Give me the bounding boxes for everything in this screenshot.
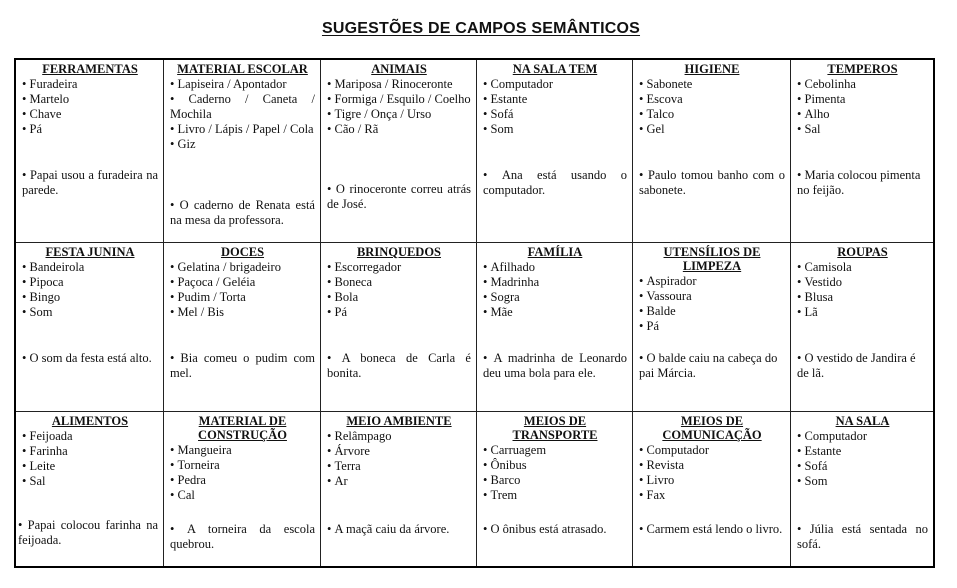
example-sentence: • Ana está usando o computador. xyxy=(483,168,627,198)
cell-heading: BRINQUEDOS xyxy=(356,245,442,259)
example-sentence: • A madrinha de Leonardo deu uma bola para ele. xyxy=(483,351,627,381)
cell-heading: ANIMAIS xyxy=(371,62,427,76)
table-cell xyxy=(791,243,933,412)
cell-heading: ALIMENTOS xyxy=(51,414,129,428)
list-item: • Sal xyxy=(797,122,928,137)
list-item: • Formiga / Esquilo / Coelho xyxy=(327,92,471,107)
word-list xyxy=(327,429,471,489)
list-item: • Computador xyxy=(639,443,785,458)
example-sentence: • Carmem está lendo o livro. xyxy=(639,522,785,537)
list-item: • Paçoca / Geléia xyxy=(170,275,315,290)
word-list xyxy=(327,77,471,137)
example-sentence: • O vestido de Jandira é de lã. xyxy=(797,351,928,381)
word-list xyxy=(170,443,315,503)
list-item: • Farinha xyxy=(22,444,158,459)
list-item: • Martelo xyxy=(22,92,158,107)
word-list xyxy=(483,260,627,320)
example-sentence: • O caderno de Renata está na mesa da professora. xyxy=(170,198,315,228)
word-list xyxy=(483,443,627,503)
cell-heading: FAMÍLIA xyxy=(527,245,583,259)
list-item: • Pedra xyxy=(170,473,315,488)
semantic-fields-table xyxy=(14,58,935,568)
list-item: • Vestido xyxy=(797,275,928,290)
list-item: • Afilhado xyxy=(483,260,627,275)
table-cell xyxy=(633,412,791,566)
example-sentence: • Maria colocou pimenta no feijão. xyxy=(797,168,928,198)
cell-heading: MEIOS DE TRANSPORTE xyxy=(512,414,598,442)
example-sentence: • Bia comeu o pudim com mel. xyxy=(170,351,315,381)
table-cell xyxy=(477,60,633,243)
list-item: • Balde xyxy=(639,304,785,319)
list-item: • Cebolinha xyxy=(797,77,928,92)
list-item: • Mãe xyxy=(483,305,627,320)
list-item: • Mel / Bis xyxy=(170,305,315,320)
table-cell xyxy=(791,412,933,566)
cell-heading: NA SALA xyxy=(835,414,890,428)
list-item: • Sofá xyxy=(483,107,627,122)
example-sentence: • Júlia está sentada no sofá. xyxy=(797,522,928,552)
list-item: • Sal xyxy=(22,474,158,489)
table-cell xyxy=(16,243,164,412)
list-item: • Vassoura xyxy=(639,289,785,304)
table-cell xyxy=(16,412,164,566)
word-list xyxy=(639,274,785,334)
cell-heading: HIGIENE xyxy=(684,62,740,76)
list-item: • Pá xyxy=(639,319,785,334)
cell-heading: MATERIAL ESCOLAR xyxy=(177,62,308,76)
list-item: • Lã xyxy=(797,305,928,320)
list-item: • Cal xyxy=(170,488,315,503)
example-sentence: • Papai usou a furadeira na parede. xyxy=(22,168,158,198)
cell-heading: MEIOS DE COMUNICAÇÃO xyxy=(662,414,762,442)
list-item: • Estante xyxy=(797,444,928,459)
table-cell xyxy=(321,60,477,243)
list-item: • Sofá xyxy=(797,459,928,474)
word-list xyxy=(797,429,928,489)
word-list xyxy=(22,77,158,137)
list-item: • Sogra xyxy=(483,290,627,305)
list-item: • Aspirador xyxy=(639,274,785,289)
table-cell xyxy=(477,412,633,566)
example-sentence: • Paulo tomou banho com o sabonete. xyxy=(639,168,785,198)
word-list xyxy=(22,260,158,320)
list-item: • Ar xyxy=(327,474,471,489)
list-item: • Pimenta xyxy=(797,92,928,107)
table-cell xyxy=(633,243,791,412)
list-item: • Barco xyxy=(483,473,627,488)
cell-heading: UTENSÍLIOS DE LIMPEZA xyxy=(663,245,761,273)
list-item: • Bandeirola xyxy=(22,260,158,275)
table-cell xyxy=(164,60,321,243)
list-item: • Torneira xyxy=(170,458,315,473)
list-item: • Mangueira xyxy=(170,443,315,458)
list-item: • Giz xyxy=(170,137,315,152)
list-item: • Pipoca xyxy=(22,275,158,290)
list-item: • Camisola xyxy=(797,260,928,275)
word-list xyxy=(327,260,471,320)
word-list xyxy=(170,77,315,152)
example-sentence: • O ônibus está atrasado. xyxy=(483,522,627,537)
list-item: • Madrinha xyxy=(483,275,627,290)
list-item: • Pá xyxy=(22,122,158,137)
example-sentence: • Papai colocou farinha na feijoada. xyxy=(18,518,158,548)
list-item: • Tigre / Onça / Urso xyxy=(327,107,471,122)
word-list xyxy=(483,77,627,137)
table-cell xyxy=(477,243,633,412)
table-cell xyxy=(164,243,321,412)
list-item: • Terra xyxy=(327,459,471,474)
list-item: • Livro xyxy=(639,473,785,488)
list-item: • Árvore xyxy=(327,444,471,459)
page-title: SUGESTÕES DE CAMPOS SEMÂNTICOS xyxy=(321,20,641,37)
list-item: • Computador xyxy=(797,429,928,444)
list-item: • Blusa xyxy=(797,290,928,305)
example-sentence: • A torneira da escola quebrou. xyxy=(170,522,315,552)
table-cell xyxy=(791,60,933,243)
example-sentence: • O som da festa está alto. xyxy=(22,351,158,366)
list-item: • Lapiseira / Apontador xyxy=(170,77,315,92)
word-list xyxy=(639,443,785,503)
table-cell xyxy=(164,412,321,566)
word-list xyxy=(22,429,158,489)
list-item: • Gelatina / brigadeiro xyxy=(170,260,315,275)
table-cell xyxy=(321,412,477,566)
list-item: • Talco xyxy=(639,107,785,122)
list-item: • Som xyxy=(22,305,158,320)
list-item: • Pá xyxy=(327,305,471,320)
cell-heading: NA SALA TEM xyxy=(512,62,598,76)
cell-heading: FESTA JUNINA xyxy=(45,245,135,259)
cell-heading: TEMPEROS xyxy=(827,62,898,76)
word-list xyxy=(170,260,315,320)
example-sentence: • A maçã caiu da árvore. xyxy=(327,522,471,537)
list-item: • Escorregador xyxy=(327,260,471,275)
list-item: • Carruagem xyxy=(483,443,627,458)
table-cell xyxy=(16,60,164,243)
example-sentence: • O balde caiu na cabeça do pai Márcia. xyxy=(639,351,785,381)
list-item: • Mariposa / Rinoceronte xyxy=(327,77,471,92)
cell-heading: ROUPAS xyxy=(837,245,888,259)
table-cell xyxy=(321,243,477,412)
cell-heading: FERRAMENTAS xyxy=(42,62,138,76)
cell-heading: MATERIAL DE CONSTRUÇÃO xyxy=(198,414,287,442)
cell-heading: DOCES xyxy=(220,245,265,259)
list-item: • Relâmpago xyxy=(327,429,471,444)
list-item: • Leite xyxy=(22,459,158,474)
list-item: • Caderno / Caneta / Mochila xyxy=(170,92,315,122)
list-item: • Feijoada xyxy=(22,429,158,444)
list-item: • Bingo xyxy=(22,290,158,305)
table-cell xyxy=(633,60,791,243)
list-item: • Cão / Rã xyxy=(327,122,471,137)
word-list xyxy=(797,77,928,137)
list-item: • Revista xyxy=(639,458,785,473)
word-list xyxy=(639,77,785,137)
list-item: • Som xyxy=(797,474,928,489)
list-item: • Som xyxy=(483,122,627,137)
list-item: • Boneca xyxy=(327,275,471,290)
example-sentence: • O rinoceronte correu atrás de José. xyxy=(327,182,471,212)
list-item: • Bola xyxy=(327,290,471,305)
list-item: • Alho xyxy=(797,107,928,122)
list-item: • Escova xyxy=(639,92,785,107)
list-item: • Trem xyxy=(483,488,627,503)
example-sentence: • A boneca de Carla é bonita. xyxy=(327,351,471,381)
list-item: • Fax xyxy=(639,488,785,503)
word-list xyxy=(797,260,928,320)
list-item: • Computador xyxy=(483,77,627,92)
list-item: • Estante xyxy=(483,92,627,107)
list-item: • Ônibus xyxy=(483,458,627,473)
list-item: • Chave xyxy=(22,107,158,122)
cell-heading: MEIO AMBIENTE xyxy=(346,414,452,428)
list-item: • Furadeira xyxy=(22,77,158,92)
list-item: • Sabonete xyxy=(639,77,785,92)
list-item: • Livro / Lápis / Papel / Cola xyxy=(170,122,315,137)
list-item: • Gel xyxy=(639,122,785,137)
list-item: • Pudim / Torta xyxy=(170,290,315,305)
